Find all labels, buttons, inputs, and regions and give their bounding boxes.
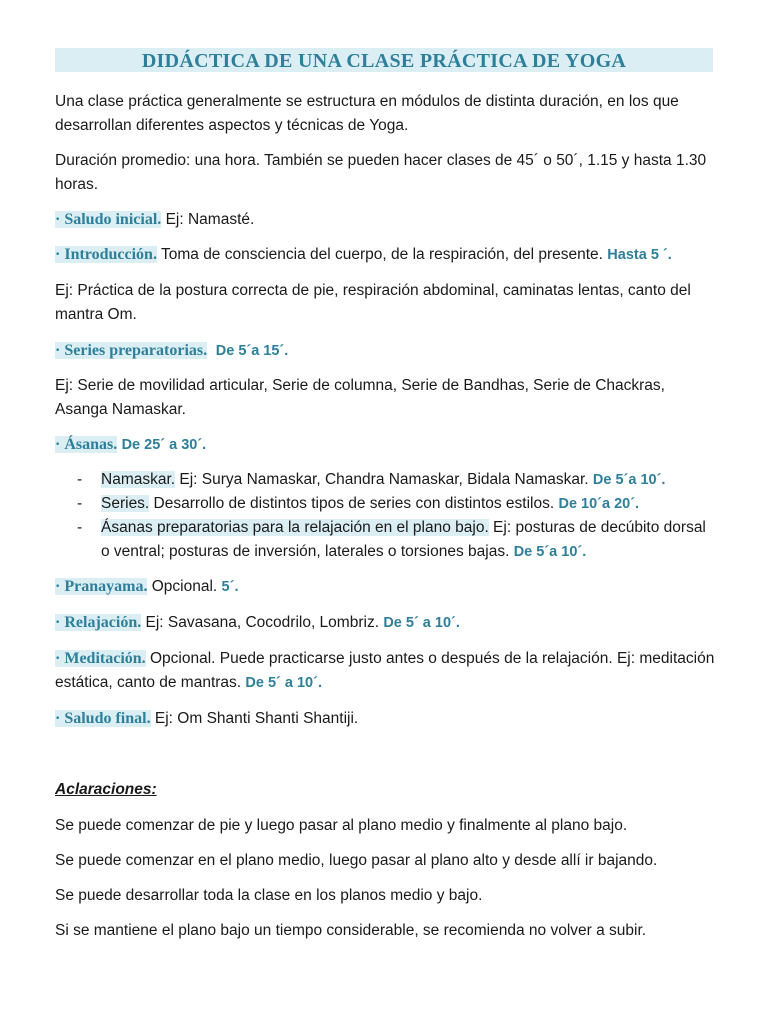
asanas-item-duration: De 10´a 20´. [558,496,640,512]
asanas-item-text: Ej: Surya Namaskar, Chandra Namaskar, Bidala Namaskar. [175,471,593,488]
pranayama-text: Opcional. [147,578,222,595]
asanas-item-label: Ásanas preparatorias para la relajación en el plano bajo. [101,519,489,536]
asanas-item-text: Desarrollo de distintos tipos de series con distintos estilos. [149,495,559,512]
aclaracion-line: Se puede desarrollar toda la clase en los planos medio y bajo. [55,887,483,904]
section-asanas [55,433,715,457]
saludo-final-heading: · Saludo final. [55,710,151,727]
introduccion-text: Toma de consciencia del cuerpo, de la respiración, del presente. [156,246,608,263]
section-relajacion [55,611,715,635]
introduccion-example: Ej: Práctica de la postura correcta de pie, respiración abdominal, caminatas lentas, canto del mantra Om. [55,282,691,323]
section-meditacion [55,647,715,695]
section-saludo-inicial [55,208,715,232]
aclaracion-line: Se puede comenzar de pie y luego pasar al plano medio y finalmente al plano bajo. [55,817,628,834]
asanas-item-text: Ej: posturas de decúbito dorsal o ventral; posturas de inversión, laterales o torsiones bajas. [101,519,706,560]
meditacion-duration: De 5´ a 10´. [245,675,322,691]
aclaracion-line: Si se mantiene el plano bajo un tiempo considerable, se recomienda no volver a subir. [55,922,647,939]
section-series-preparatorias [55,339,715,363]
relajacion-duration: De 5´ a 10´. [383,615,460,631]
saludo-inicial-heading: · Saludo inicial. [55,211,162,228]
list-item [101,516,715,564]
document-title: DIDÁCTICA DE UNA CLASE PRÁCTICA DE YOGA [55,48,713,72]
aclaraciones-heading [55,778,715,802]
intro-paragraph: Una clase práctica generalmente se estructura en módulos de distinta duración, en los que desarrollan diferentes aspectos y técnicas de Yoga. [55,93,679,134]
series-preparatorias-duration: De 5´a 15´. [215,343,289,359]
saludo-final-text: Ej: Om Shanti Shanti Shantiji. [150,710,359,727]
asanas-list [55,468,715,564]
list-item [101,468,715,492]
document-page [55,48,715,943]
series-preparatorias-heading: · Series preparatorias. [55,342,208,359]
list-item [101,492,715,516]
series-preparatorias-example: Ej: Serie de movilidad articular, Serie de columna, Serie de Bandhas, Serie de Chackras, Asanga Namaskar. [55,377,665,418]
introduccion-heading: · Introducción. [55,246,157,263]
pranayama-duration: 5´. [221,579,239,595]
relajacion-text: Ej: Savasana, Cocodrilo, Lombriz. [141,614,384,631]
pranayama-heading: · Pranayama. [55,578,148,595]
duration-paragraph: Duración promedio: una hora. También se pueden hacer clases de 45´ o 50´, 1.15 y hasta 1.30 horas. [55,152,707,193]
aclaracion-line: Se puede comenzar en el plano medio, luego pasar al plano alto y desde allí ir bajando. [55,852,658,869]
aclaraciones-title: Aclaraciones: [55,781,157,798]
relajacion-heading: · Relajación. [55,614,142,631]
asanas-item-duration: De 5´a 10´. [592,472,666,488]
section-pranayama [55,575,715,599]
asanas-item-duration: De 5´a 10´. [513,544,587,560]
meditacion-heading: · Meditación. [55,650,146,667]
asanas-heading: · Ásanas. [55,436,118,453]
asanas-item-label: Series. [101,495,150,512]
asanas-item-label: Namaskar. [101,471,176,488]
introduccion-duration: Hasta 5 ´. [607,247,672,263]
saludo-inicial-text: Ej: Namasté. [161,211,255,228]
section-saludo-final [55,707,715,731]
meditacion-text: Opcional. Puede practicarse justo antes o después de la relajación. Ej: meditación estática, canto de mantras. [55,650,715,691]
asanas-duration: De 25´ a 30´. [121,437,207,453]
section-introduccion [55,243,715,267]
